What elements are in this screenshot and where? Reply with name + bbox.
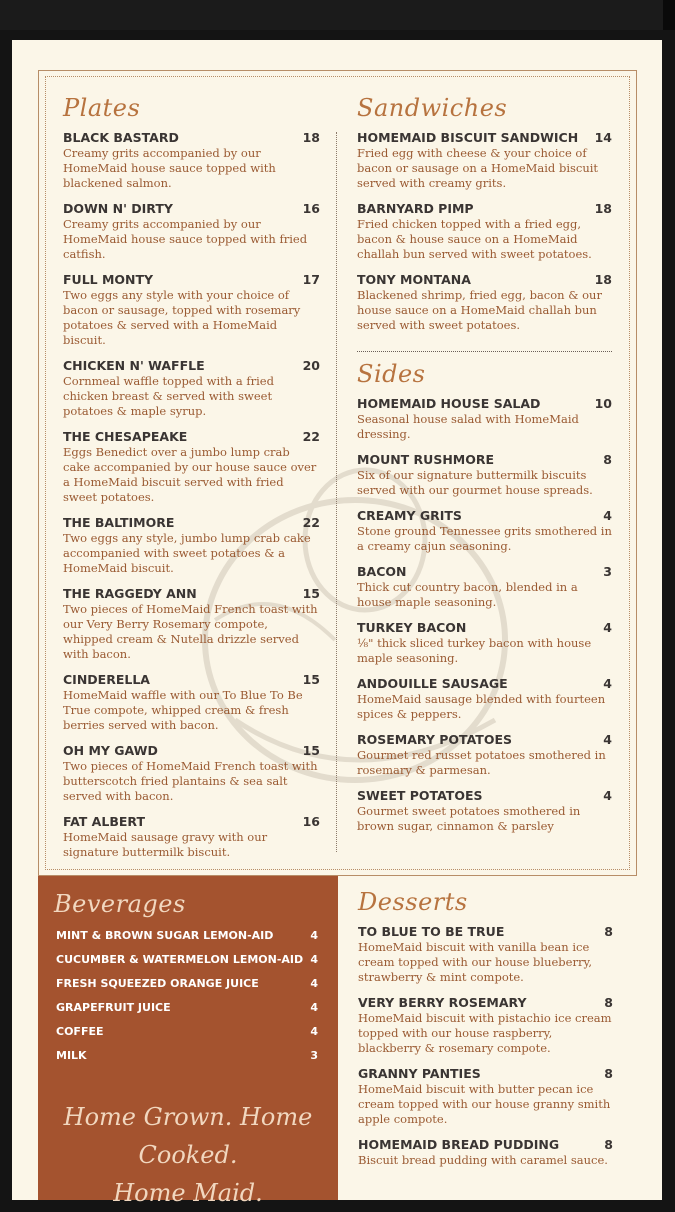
plates-item-description: Cornmeal waffle topped with a fried chicken breast & served with sweet potatoes & maple syrup. [63, 374, 274, 418]
sides-list [357, 396, 612, 834]
sides-item-price: 10 [594, 396, 612, 411]
sides-item [357, 508, 612, 554]
desserts-item-description: Biscuit bread pudding with caramel sauce. [358, 1153, 608, 1167]
sandwiches-item-row [357, 201, 612, 217]
sides-item-description: Gourmet red russet potatoes smothered in rosemary & parmesan. [357, 748, 606, 777]
sandwiches-item-row [357, 272, 612, 288]
sides-item-name: ANDOUILLE SAUSAGE [357, 676, 508, 691]
plates-item-price: 22 [302, 515, 320, 530]
beverages-item-price: 4 [310, 977, 318, 990]
plates-item-row [63, 814, 320, 830]
sides-item-description: Six of our signature buttermilk biscuits served with our gourmet house spreads. [357, 468, 593, 497]
sandwiches-item-description: Fried chicken topped with a fried egg, bacon & house sauce on a HomeMaid challah bun served with sweet potatoes. [357, 217, 592, 261]
sides-item-price: 4 [603, 788, 612, 803]
plates-item-description: HomeMaid waffle with our To Blue To Be True compote, whipped cream & fresh berries served with bacon. [63, 688, 303, 732]
sides-item-price: 3 [603, 564, 612, 579]
desserts-item-description: HomeMaid biscuit with pistachio ice cream topped with our house raspberry, blackberry & rosemary compote. [358, 1011, 612, 1055]
desserts-list [358, 924, 613, 1168]
sandwiches-item-price: 14 [594, 130, 612, 145]
sides-item-row [357, 452, 612, 468]
sides-item [357, 452, 612, 498]
plates-item-price: 17 [302, 272, 320, 287]
desserts-item [358, 924, 613, 985]
plates-item-name: OH MY GAWD [63, 743, 158, 758]
top-bar [0, 0, 675, 30]
plates-item-price: 16 [302, 814, 320, 829]
desserts-item-row [358, 1066, 613, 1082]
plates-item [63, 130, 320, 191]
plates-item-row [63, 272, 320, 288]
plates-item-price: 18 [302, 130, 320, 145]
sides-item-price: 4 [603, 508, 612, 523]
plates-item-price: 16 [302, 201, 320, 216]
plates-item-row [63, 586, 320, 602]
desserts-item [358, 1066, 613, 1127]
plates-item [63, 201, 320, 262]
sides-item-row [357, 396, 612, 412]
sides-section [357, 360, 612, 844]
sides-item-name: CREAMY GRITS [357, 508, 462, 523]
sides-item [357, 564, 612, 610]
sides-item-description: Thick cut country bacon, blended in a house maple seasoning. [357, 580, 578, 609]
plates-item-description: Creamy grits accompanied by our HomeMaid house sauce topped with fried catfish. [63, 217, 308, 261]
sides-item-price: 8 [603, 452, 612, 467]
sandwiches-item-name: BARNYARD PIMP [357, 201, 474, 216]
plates-item [63, 515, 320, 576]
desserts-item-price: 8 [604, 924, 613, 939]
beverages-item-price: 4 [310, 953, 318, 966]
beverages-item [56, 1044, 318, 1068]
plates-item [63, 586, 320, 662]
sides-item-row [357, 732, 612, 748]
sides-item-row [357, 676, 612, 692]
desserts-item [358, 995, 613, 1056]
beverages-item-price: 4 [310, 1025, 318, 1038]
sides-item-description: HomeMaid sausage blended with fourteen spices & peppers. [357, 692, 606, 721]
desserts-item-name: HOMEMAID BREAD PUDDING [358, 1137, 560, 1152]
plates-item-name: THE BALTIMORE [63, 515, 175, 530]
beverages-item [56, 948, 318, 972]
desserts-item-price: 8 [604, 1137, 613, 1152]
beverages-item-price: 4 [310, 929, 318, 942]
plates-item-row [63, 672, 320, 688]
plates-item-name: BLACK BASTARD [63, 130, 179, 145]
plates-item [63, 814, 320, 860]
sides-divider [357, 351, 612, 352]
plates-item-price: 15 [302, 743, 320, 758]
sides-item-description: Stone ground Tennessee grits smothered in a creamy cajun seasoning. [357, 524, 612, 553]
beverages-item-name: FRESH SQUEEZED ORANGE JUICE [56, 977, 259, 990]
plates-item-name: THE CHESAPEAKE [63, 429, 188, 444]
desserts-item-name: VERY BERRY ROSEMARY [358, 995, 527, 1010]
plates-item-row [63, 358, 320, 374]
sides-item [357, 396, 612, 442]
sandwiches-item [357, 201, 612, 262]
sides-heading: Sides [357, 360, 426, 388]
plates-item-row [63, 130, 320, 146]
sides-item-row [357, 564, 612, 580]
plates-item-description: Two eggs any style, jumbo lump crab cake accompanied with sweet potatoes & a HomeMaid biscuit. [63, 531, 311, 575]
sides-item [357, 788, 612, 834]
sides-item-price: 4 [603, 732, 612, 747]
desserts-section [358, 888, 613, 1178]
beverages-panel [38, 876, 338, 1207]
plates-item-name: FAT ALBERT [63, 814, 145, 829]
desserts-item-description: HomeMaid biscuit with butter pecan ice cream topped with our house granny smith apple compote. [358, 1082, 611, 1126]
beverages-item-name: MINT & BROWN SUGAR LEMON-AID [56, 929, 274, 942]
sides-item [357, 732, 612, 778]
sandwiches-item-price: 18 [594, 201, 612, 216]
sides-item-price: 4 [603, 676, 612, 691]
beverages-item-price: 3 [310, 1049, 318, 1062]
plates-item-row [63, 429, 320, 445]
desserts-item-name: GRANNY PANTIES [358, 1066, 481, 1081]
plates-item-price: 15 [302, 586, 320, 601]
plates-item [63, 672, 320, 733]
desserts-item-row [358, 995, 613, 1011]
plates-item-row [63, 743, 320, 759]
sides-item-name: HOMEMAID HOUSE SALAD [357, 396, 541, 411]
beverages-item-name: GRAPEFRUIT JUICE [56, 1001, 171, 1014]
plates-item-description: Eggs Benedict over a jumbo lump crab cake accompanied by our house sauce over a HomeMaid biscuit served with fried sweet potatoes. [63, 445, 317, 504]
desserts-item-row [358, 1137, 613, 1153]
sides-item-name: SWEET POTATOES [357, 788, 483, 803]
sides-item-name: MOUNT RUSHMORE [357, 452, 495, 467]
beverages-item-name: CUCUMBER & WATERMELON LEMON-AID [56, 953, 304, 966]
plates-item-description: Two eggs any style with your choice of bacon or sausage, topped with rosemary potatoes & served with a HomeMaid biscuit. [63, 288, 301, 347]
plates-list [63, 130, 320, 860]
plates-item [63, 272, 320, 348]
plates-item-name: DOWN N' DIRTY [63, 201, 173, 216]
plates-item-name: CHICKEN N' WAFFLE [63, 358, 205, 373]
beverages-item-price: 4 [310, 1001, 318, 1014]
tagline-line-2: Home Maid. [113, 1179, 263, 1207]
desserts-item-description: HomeMaid biscuit with vanilla bean ice cream topped with our house blueberry, strawberry & mint compote. [358, 940, 593, 984]
column-divider [336, 132, 337, 852]
sandwiches-item-row [357, 130, 612, 146]
sides-item-description: ⅛" thick sliced turkey bacon with house maple seasoning. [357, 636, 592, 665]
plates-item-name: THE RAGGEDY ANN [63, 586, 197, 601]
plates-item-row [63, 515, 320, 531]
desserts-heading: Desserts [358, 888, 468, 916]
sandwiches-item-description: Fried egg with cheese & your choice of bacon or sausage on a HomeMaid biscuit served with creamy grits. [357, 146, 599, 190]
desserts-item-row [358, 924, 613, 940]
sandwiches-item-description: Blackened shrimp, fried egg, bacon & our house sauce on a HomeMaid challah bun served with sweet potatoes. [357, 288, 602, 332]
beverages-item-name: COFFEE [56, 1025, 104, 1038]
beverages-list [56, 924, 318, 1068]
plates-item-name: CINDERELLA [63, 672, 150, 687]
sandwiches-item-name: HOMEMAID BISCUIT SANDWICH [357, 130, 579, 145]
sandwiches-section [357, 94, 612, 343]
tagline [38, 1098, 338, 1212]
sides-item-row [357, 620, 612, 636]
beverages-item [56, 996, 318, 1020]
plates-item-price: 20 [302, 358, 320, 373]
plates-item [63, 358, 320, 419]
sides-item-description: Gourmet sweet potatoes smothered in brown sugar, cinnamon & parsley [357, 804, 581, 833]
sandwiches-item [357, 272, 612, 333]
beverages-heading: Beverages [54, 890, 186, 918]
beverages-item-name: MILK [56, 1049, 87, 1062]
sandwiches-item-price: 18 [594, 272, 612, 287]
sandwiches-heading: Sandwiches [357, 94, 508, 122]
plates-item-price: 15 [302, 672, 320, 687]
beverages-item [56, 972, 318, 996]
desserts-item-name: TO BLUE TO BE TRUE [358, 924, 505, 939]
beverages-item [56, 1020, 318, 1044]
sides-item-row [357, 788, 612, 804]
plates-item [63, 429, 320, 505]
sandwiches-item [357, 130, 612, 191]
desserts-item [358, 1137, 613, 1168]
desserts-item-price: 8 [604, 1066, 613, 1081]
sides-item-name: TURKEY BACON [357, 620, 467, 635]
plates-item-price: 22 [302, 429, 320, 444]
plates-item-description: Creamy grits accompanied by our HomeMaid house sauce topped with blackened salmon. [63, 146, 276, 190]
sandwiches-list [357, 130, 612, 333]
top-bar-edge [663, 0, 675, 30]
sides-item-price: 4 [603, 620, 612, 635]
sides-item-row [357, 508, 612, 524]
desserts-item-price: 8 [604, 995, 613, 1010]
sides-item [357, 676, 612, 722]
sides-item-name: ROSEMARY POTATOES [357, 732, 512, 747]
plates-item-description: HomeMaid sausage gravy with our signature buttermilk biscuit. [63, 830, 268, 859]
beverages-item [56, 924, 318, 948]
sandwiches-item-name: TONY MONTANA [357, 272, 471, 287]
plates-item-description: Two pieces of HomeMaid French toast with butterscotch fried plantains & sea salt served with bacon. [63, 759, 318, 803]
sides-item [357, 620, 612, 666]
plates-item-name: FULL MONTY [63, 272, 154, 287]
plates-item-description: Two pieces of HomeMaid French toast with our Very Berry Rosemary compote, whipped cream & Nutella drizzle served with bacon. [63, 602, 318, 661]
plates-section [63, 94, 320, 870]
tagline-line-1: Home Grown. Home Cooked. [63, 1103, 313, 1169]
plates-item-row [63, 201, 320, 217]
plates-item [63, 743, 320, 804]
plates-heading: Plates [63, 94, 141, 122]
sides-item-description: Seasonal house salad with HomeMaid dressing. [357, 412, 579, 441]
sides-item-name: BACON [357, 564, 407, 579]
